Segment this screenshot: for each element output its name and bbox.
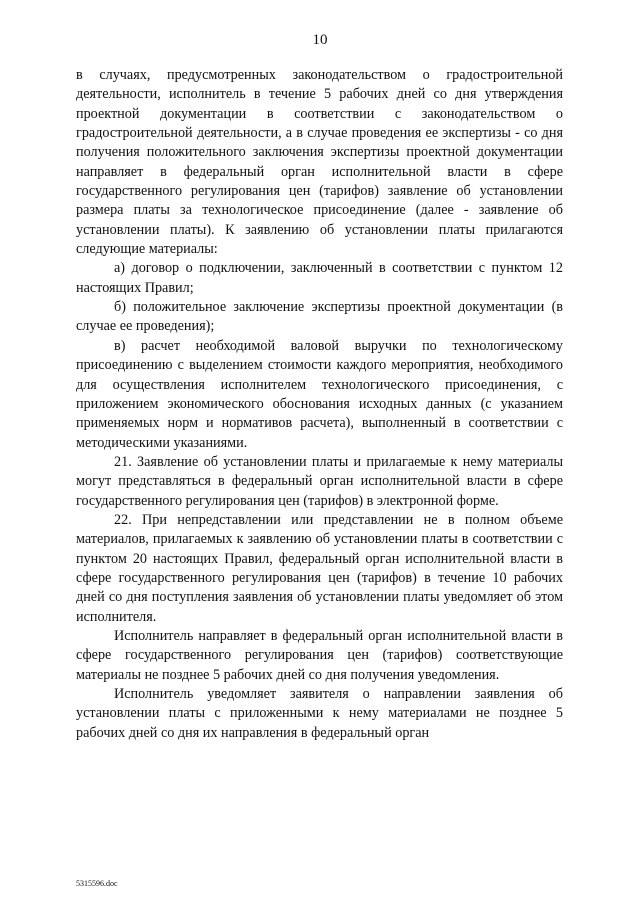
paragraph-clause-22: 22. При непредставлении или представлении не в полном объеме материалов, прилагаемых к заявлению об установлении платы в соответствии с пунктом 20 настоящих Правил, федеральный орган исполнительной власти в сфере государственного регулирования цен (тарифов) в течение 10 рабочих дней со дня поступления заявления об установлении платы уведомляет об этом исполнителя.: [76, 511, 563, 625]
paragraph-item-v: в) расчет необходимой валовой выручки по технологическому присоединению с выделением стоимости каждого мероприятия, необходимого для осуществления исполнителем технологического присоединения, с приложением экономического обоснования исходных данных (с указанием применяемых норм и нормативов расчета), выполненный в соответствии с методическими указаниями.: [76, 337, 563, 451]
paragraph-continuation: в случаях, предусмотренных законодательством о градостроительной деятельности, исполнитель в течение 5 рабочих дней со дня утверждения проектной документации в соответствии с законодательством о градостроительной деятельности, а в случае проведения ее экспертизы - со дня получения положительного заключения экспертизы проектной документации направляет в федеральный орган исполнительной власти в сфере государственного регулирования цен (тарифов) заявление об установлении размера платы за технологическое присоединение (далее - заявление об установлении платы). К заявлению об установлении платы прилагаются следующие материалы:: [76, 67, 563, 258]
paragraph-executor-sends: Исполнитель направляет в федеральный орган исполнительной власти в сфере государственного регулирования цен (тарифов) соответствующие материалы не позднее 5 рабочих дней со дня получения уведомления.: [76, 627, 563, 683]
paragraph-item-a: а) договор о подключении, заключенный в соответствии с пунктом 12 настоящих Правил;: [76, 260, 563, 296]
paragraph-executor-notifies: Исполнитель уведомляет заявителя о направлении заявления об установлении платы с приложенными к нему материалами не позднее 5 рабочих дней со дня их направления в федеральный орган: [76, 686, 563, 741]
paragraph-clause-21: 21. Заявление об установлении платы и прилагаемые к нему материалы могут представляться в федеральный орган исполнительной власти в сфере государственного регулирования цен (тарифов) в электронной форме.: [76, 453, 563, 509]
footer-file-code: 5315596.doc: [76, 879, 118, 888]
paragraph-item-b: б) положительное заключение экспертизы проектной документации (в случае ее проведения);: [76, 299, 563, 335]
page-number: 10: [312, 32, 328, 48]
document-body: [76, 66, 563, 743]
